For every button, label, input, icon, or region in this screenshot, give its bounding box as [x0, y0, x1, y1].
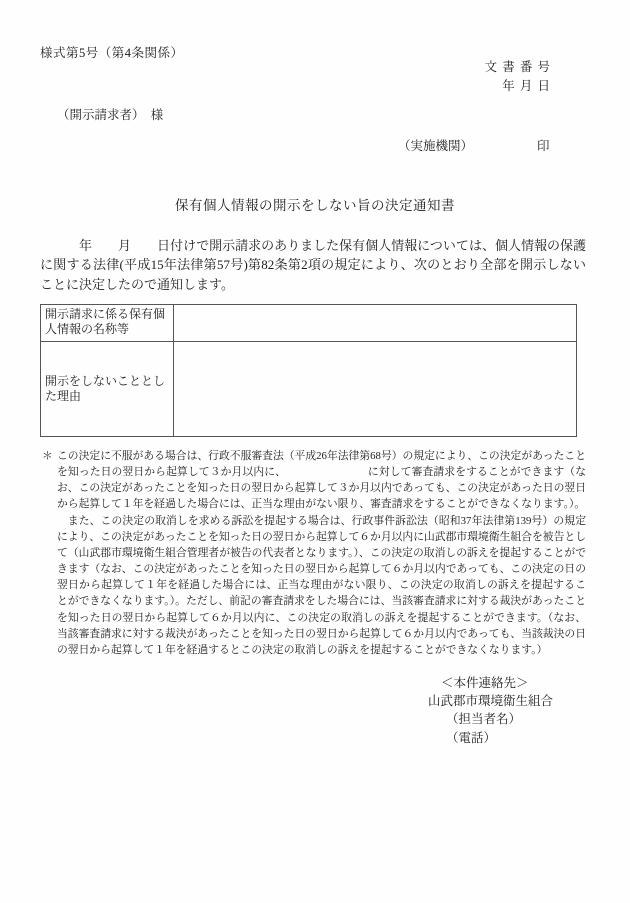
body-paragraph: 年 月 日付けで開示請求のありました保有個人情報については、個人情報の保護に関する法律(平成15年法律第57号)第82条第2項の規定により、次のとおり全部を開示しないことに決定したので通知します。 — [40, 238, 586, 292]
agency-label: （実施機関） — [398, 139, 474, 153]
document-number-block — [485, 58, 551, 95]
contact-phone: （電話） — [446, 730, 497, 745]
contact-header: ＜本件連絡先＞ — [441, 676, 529, 690]
note-paragraph-lawsuit: また、この決定の取消しを求める訴訟を提起する場合は、行政事件訴訟法（昭和37年法律第139号）の規定により、この決定があったことを知った日の翌日から起算して６か月以内に山武郡市環境衛生組合を被告として（山武郡市環境衛生組合管理者が被告の代表者となります。）、この決定の取消しの訴えを提起することができます（なお、この決定があったことを知った日の翌日から起算して６か月以内であっても、この決定の日の翌日から起算して１年を経過した場合には、正当な理由がない限り、この決定の取消しの訴えを提起することができなくなります。）。ただし、前記の審査請求をした場合には、当該審査請求に対する裁決があったことを知った日の翌日から起算して６か月以内に、この決定の取消しの訴えを提起することができます。（なお、当該審査請求に対する裁決があったことを知った日の翌日から起算して６か月以内であっても、当該裁決の日の翌日から起算して１年を経過するとこの決定の取消しの訴えを提起することができなくなります。） — [57, 514, 586, 656]
contact-block — [428, 674, 553, 747]
contact-person: （担当者名） — [446, 712, 522, 727]
table-label-reason: 開示をしないこととした理由 — [41, 342, 174, 437]
seal-placeholder: 印 — [537, 139, 550, 153]
disclosure-table — [40, 304, 577, 437]
table-value-info-name — [174, 305, 577, 342]
addressee: （開示請求者） 様 — [57, 108, 164, 122]
table-row — [41, 305, 577, 342]
document-number-label: 文 書 番 号 — [484, 60, 551, 74]
table-value-reason — [174, 342, 577, 437]
form-number: 様式第5号（第4条関係） — [40, 46, 184, 60]
contact-organization: 山武郡市環境衛生組合 — [428, 694, 554, 709]
asterisk-marker: ＊ — [42, 450, 53, 462]
table-row — [41, 342, 577, 437]
appeal-note — [40, 448, 586, 658]
date-line: 年 月 日 — [502, 78, 551, 93]
document-title: 保有個人情報の開示をしない旨の決定通知書 — [175, 198, 455, 213]
table-label-info-name: 開示請求に係る保有個人情報の名称等 — [41, 305, 174, 342]
note-paragraph-appeal: この決定に不服がある場合は、行政不服審査法（平成26年法律第68号）の規定により、この決定があったことを知った日の翌日から起算して３か月以内に、 に対して審査請求をすることができます（なお、この決定があったことを知った日の翌日から起算して３か月以内であっても、この決定があった日の翌日から起算して１年を経過した場合には、正当な理由がない限り、審査請求をすることができなくなります。）。 — [57, 450, 586, 511]
